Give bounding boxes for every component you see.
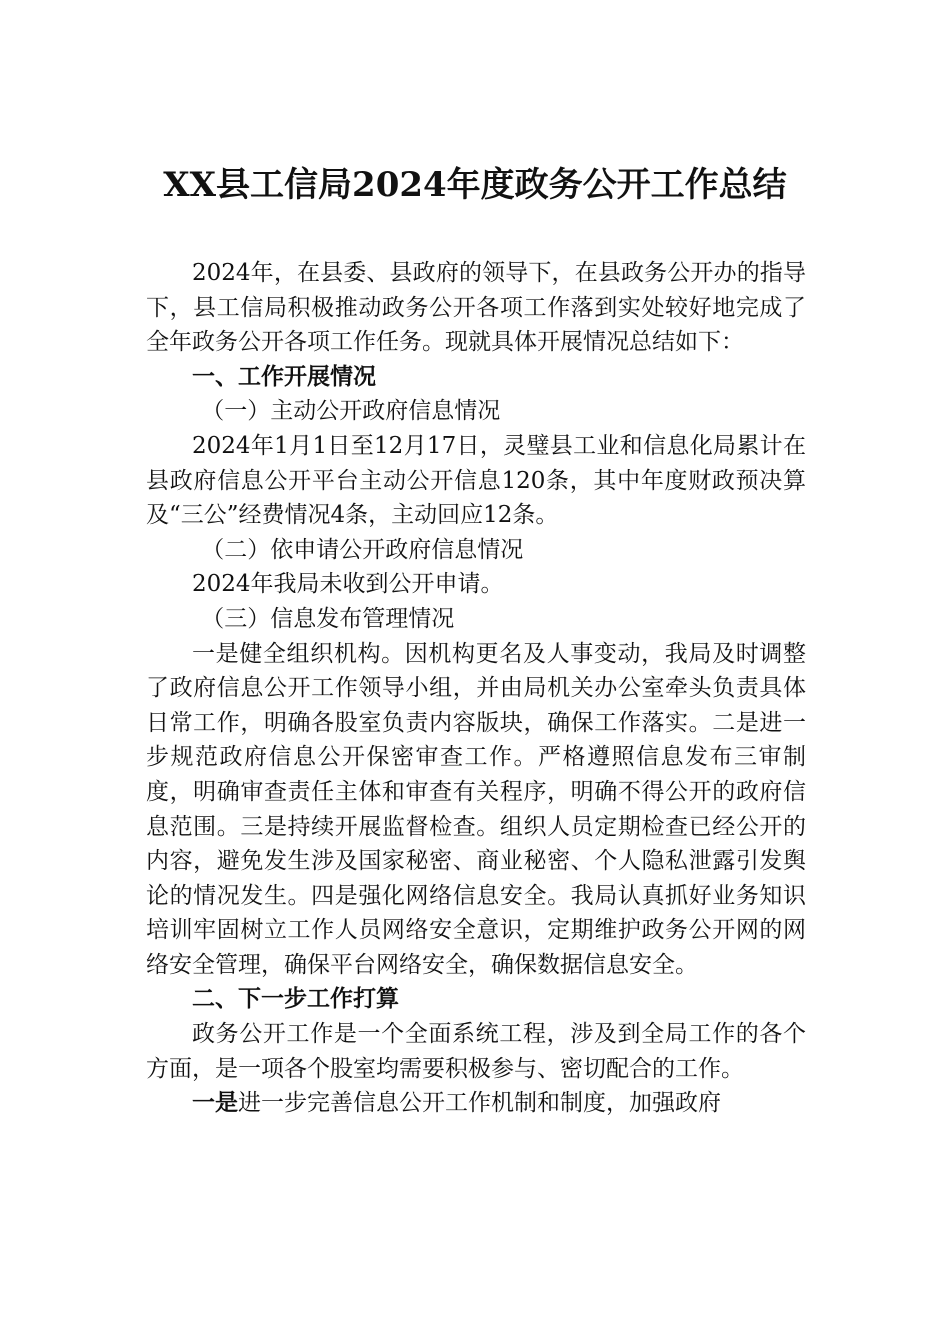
section-2-heading: 二、下一步工作打算: [192, 986, 399, 1013]
section-2-paragraph: 政务公开工作是一个全面系统工程，涉及到全局工作的各个方面，是一项各个股室均需要积极参与、密切配合的工作。: [146, 1021, 806, 1082]
item-1-lead: 一是: [192, 1090, 238, 1117]
section-2-item-1: [146, 1086, 806, 1121]
subsection-3-paragraph: 一是健全组织机构。因机构更名及人事变动，我局及时调整了政府信息公开工作领导小组，并由局机关办公室牵头负责具体日常工作，明确各股室负责内容版块，确保工作落实。二是进一步规范政府信息公开保密审查工作。严格遵照信息发布三审制度，明确审查责任主体和审查有关程序，明确不得公开的政府信息范围。三是持续开展监督检查。组织人员定期检查已经公开的内容，避免发生涉及国家秘密、商业秘密、个人隐私泄露引发舆论的情况发生。四是强化网络信息安全。我局认真抓好业务知识培训牢固树立工作人员网络安全意识，定期维护政务公开网的网络安全管理，确保平台网络安全，确保数据信息安全。: [146, 640, 806, 978]
item-1-text: 进一步完善信息公开工作机制和制度，加强政府: [238, 1090, 721, 1117]
subsection-1-paragraph: 2024年1月1日至12月17日，灵璧县工业和信息化局累计在县政府信息公开平台主动公开信息120条，其中年度财政预决算及“三公”经费情况4条，主动回应12条。: [146, 432, 806, 529]
subsection-3-heading: （三）信息发布管理情况: [201, 605, 455, 632]
section-1-heading: 一、工作开展情况: [192, 363, 376, 390]
subsection-1-heading: （一）主动公开政府信息情况: [201, 398, 501, 425]
document-body: [146, 256, 806, 1121]
subsection-2-heading: （二）依申请公开政府信息情况: [201, 536, 524, 563]
document-title: XX县工信局2024年度政务公开工作总结: [163, 165, 787, 205]
intro-paragraph: 2024年，在县委、县政府的领导下，在县政务公开办的指导下，县工信局积极推动政务公开各项工作落到实处较好地完成了全年政务公开各项工作任务。现就具体开展情况总结如下：: [146, 260, 806, 356]
subsection-2-paragraph: 2024年我局未收到公开申请。: [192, 571, 504, 598]
